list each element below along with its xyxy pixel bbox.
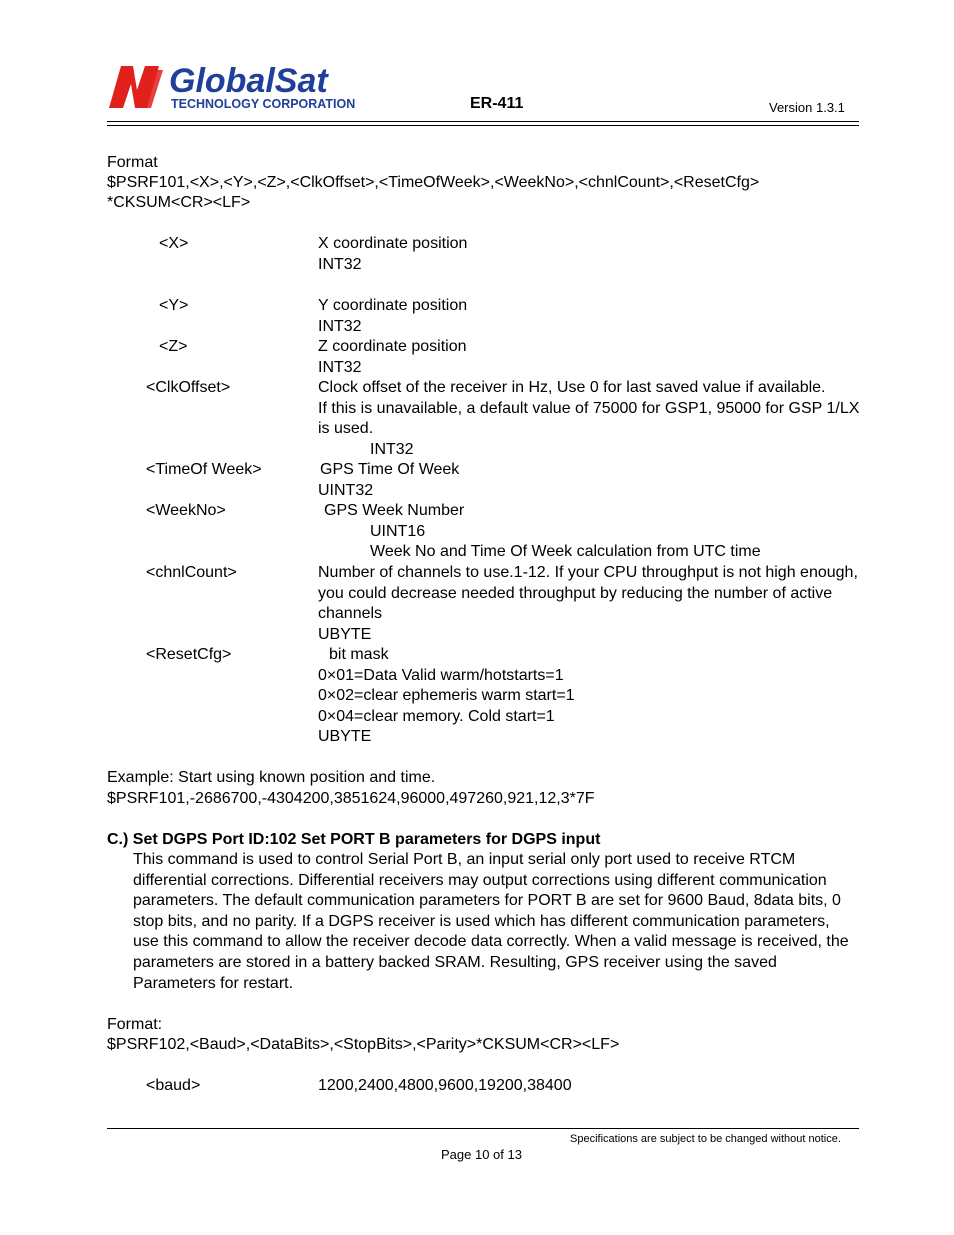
format2-line: $PSRF102,<Baud>,<DataBits>,<StopBits>,<Parity>*CKSUM<CR><LF> (107, 1036, 620, 1053)
paragraph-line: stop bits, and no parity. If a DGPS receiver is used which has different communication parameters, (133, 912, 830, 930)
paragraph-line: parameters. The default communication parameters for PORT B are set for 9600 Baud, 8data bits, 0 (133, 892, 841, 910)
field-name-y: <Y> (159, 297, 189, 314)
field-type: INT32 (318, 359, 362, 376)
field-name-clkoffset: <ClkOffset> (146, 379, 231, 396)
format-label: Format (107, 154, 158, 171)
document-title: ER-411 (470, 95, 524, 112)
field-desc: Clock offset of the receiver in Hz, Use 0 for last saved value if available. (318, 379, 826, 396)
field-note: Week No and Time Of Week calculation from UTC time (370, 543, 761, 560)
field-type: UBYTE (318, 626, 372, 643)
field-desc: GPS Week Number (324, 502, 465, 519)
field-desc: Y coordinate position (318, 297, 468, 314)
logo-subtitle: TECHNOLOGY CORPORATION (171, 97, 356, 111)
field-type: UINT32 (318, 482, 374, 499)
footer-rule (107, 1128, 859, 1129)
logo-wordmark: GlobalSat (169, 62, 328, 100)
field-desc: channels (318, 605, 383, 622)
field-desc: 0×01=Data Valid warm/hotstarts=1 (318, 667, 564, 684)
field-desc: Number of channels to use.1-12. If your CPU throughput is not high enough, (318, 564, 858, 581)
section-paragraph (133, 850, 859, 994)
section-heading: C.) Set DGPS Port ID:102 Set PORT B parameters for DGPS input (107, 831, 601, 848)
field-desc: GPS Time Of Week (320, 461, 460, 478)
paragraph-line: Parameters for restart. (133, 974, 294, 992)
field-type: INT32 (318, 318, 362, 335)
field-desc: X coordinate position (318, 235, 468, 252)
field-name-timeofweek: <TimeOf Week> (146, 461, 262, 478)
field-name-resetcfg: <ResetCfg> (146, 646, 232, 663)
field-desc: 0×02=clear ephemeris warm start=1 (318, 687, 575, 704)
format-line-1: $PSRF101,<X>,<Y>,<Z>,<ClkOffset>,<TimeOfWeek>,<WeekNo>,<chnlCount>,<ResetCfg> (107, 174, 760, 191)
field-name-chnlcount: <chnlCount> (146, 564, 237, 581)
field-type: INT32 (318, 256, 362, 273)
paragraph-line: This command is used to control Serial Port B, an input serial only port used to receive RTCM (133, 851, 796, 868)
field-name-z: <Z> (159, 338, 188, 355)
header-rule-bottom (107, 125, 859, 126)
version-label: Version 1.3.1 (769, 100, 845, 115)
field-desc: 1200,2400,4800,9600,19200,38400 (318, 1077, 572, 1094)
field-desc: bit mask (329, 646, 389, 663)
paragraph-line: use this command to allow the receiver decode data correctly. When a valid message is received, the (133, 933, 849, 951)
field-desc: If this is unavailable, a default value of 75000 for GSP1, 95000 for GSP 1/LX (318, 400, 860, 417)
example-sentence: $PSRF101,-2686700,-4304200,3851624,96000,497260,921,12,3*7F (107, 790, 595, 807)
format2-label: Format: (107, 1016, 163, 1033)
field-desc: 0×04=clear memory. Cold start=1 (318, 708, 555, 725)
field-type: INT32 (370, 441, 414, 458)
field-name-weekno: <WeekNo> (146, 502, 226, 519)
footer-note: Specifications are subject to be changed without notice. (570, 1133, 841, 1145)
paragraph-line: differential corrections. Differential receivers may output corrections using different communication (133, 871, 827, 889)
field-name-x: <X> (159, 235, 189, 252)
example-label: Example: Start using known position and time. (107, 769, 436, 786)
field-type: UINT16 (370, 523, 426, 540)
paragraph-line: parameters are stored in a battery backed SRAM. Resulting, GPS receiver using the saved (133, 953, 777, 971)
header-rule-top (107, 121, 859, 122)
globalsat-logo (107, 60, 357, 112)
field-name-baud: <baud> (146, 1077, 201, 1094)
field-desc: you could decrease needed throughput by reducing the number of active (318, 585, 833, 602)
format-line-2: *CKSUM<CR><LF> (107, 194, 251, 211)
field-desc: is used. (318, 420, 374, 437)
field-desc: Z coordinate position (318, 338, 467, 355)
field-type: UBYTE (318, 728, 372, 745)
page-number: Page 10 of 13 (441, 1147, 522, 1162)
